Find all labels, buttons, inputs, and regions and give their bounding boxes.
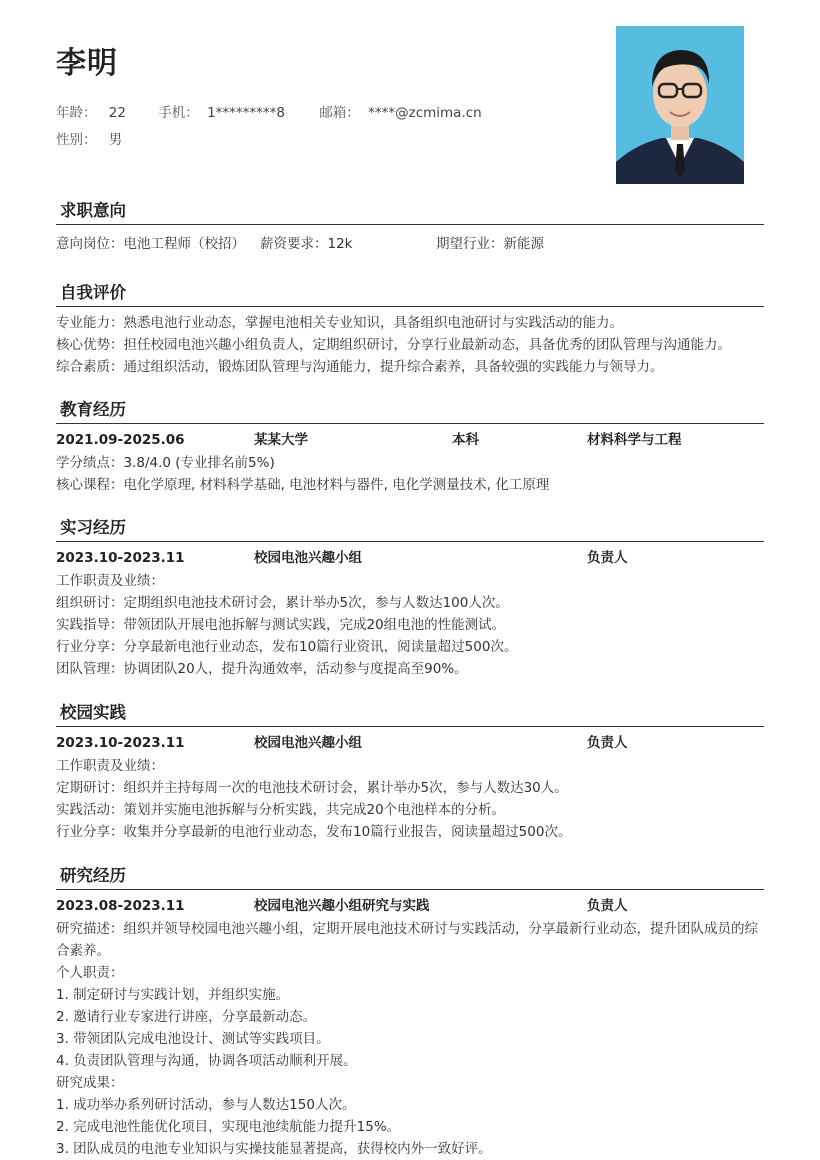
list-item: 核心课程：电化学原理, 材料科学基础, 电池材料与器件, 电化学测量技术, 化工原理	[56, 477, 550, 493]
portrait-image	[616, 26, 744, 184]
phone-item	[158, 101, 285, 121]
list-item: 组织研讨：定期组织电池技术研讨会，累计举办5次，参与人数达100人次。	[56, 595, 509, 611]
entry-header	[56, 731, 764, 755]
list-item: 3. 团队成员的电池专业知识与实操技能显著提高，获得校内外一致好评。	[56, 1141, 492, 1157]
phone-label: 手机：	[158, 105, 199, 121]
entry-header	[56, 546, 764, 570]
section-title: 实习经历	[56, 515, 764, 542]
list-item: 行业分享：收集并分享最新的电池行业动态，发布10篇行业报告，阅读量超过500次。	[56, 824, 572, 840]
entry-role: 负责人	[587, 898, 628, 914]
gender-label: 性别：	[56, 132, 97, 148]
section-title: 教育经历	[56, 397, 764, 424]
email-item	[319, 101, 481, 121]
age-label: 年龄：	[56, 105, 97, 121]
school-name: 某某大学	[254, 432, 308, 448]
list-item: 工作职责及业绩：	[56, 758, 164, 774]
research-section	[56, 863, 764, 1160]
intent-position: 意向岗位：电池工程师（校招）	[56, 236, 245, 252]
list-item: 核心优势：担任校园电池兴趣小组负责人，定期组织研讨，分享行业最新动态，具备优秀的团队管理与沟通能力。	[56, 337, 731, 353]
list-item: 2. 完成电池性能优化项目，实现电池续航能力提升15%。	[56, 1119, 401, 1135]
email-label: 邮箱：	[319, 105, 360, 121]
internship-section	[56, 515, 764, 680]
list-item: 专业能力：熟悉电池行业动态，掌握电池相关专业知识，具备组织电池研讨与实践活动的能力。	[56, 315, 623, 331]
profile-photo	[616, 26, 744, 184]
section-title: 求职意向	[56, 198, 764, 225]
list-item: 1. 制定研讨与实践计划，并组织实施。	[56, 987, 290, 1003]
education-section	[56, 397, 764, 496]
list-item: 团队管理：协调团队20人，提升沟通效率，活动参与度提高至90%。	[56, 661, 468, 677]
job-intent-section	[56, 198, 764, 255]
list-item: 个人职责：	[56, 965, 124, 981]
degree: 本科	[452, 432, 479, 448]
entry-header	[56, 894, 764, 918]
gender-row	[56, 128, 122, 148]
list-item: 实践活动：策划并实施电池拆解与分析实践，共完成20个电池样本的分析。	[56, 802, 506, 818]
entry-period: 2021.09-2025.06	[56, 432, 185, 448]
entry-organization: 校园电池兴趣小组研究与实践	[254, 898, 430, 914]
age-value: 22	[108, 105, 126, 121]
section-title: 校园实践	[56, 700, 764, 727]
section-title: 自我评价	[56, 280, 764, 307]
list-item: 2. 邀请行业专家进行讲座，分享最新动态。	[56, 1009, 317, 1025]
list-item: 3. 带领团队完成电池设计、测试等实践项目。	[56, 1031, 330, 1047]
gender-value: 男	[108, 132, 123, 148]
list-item: 定期研讨：组织并主持每周一次的电池技术研讨会，累计举办5次，参与人数达30人。	[56, 780, 568, 796]
age-item	[56, 101, 126, 121]
contact-row	[56, 101, 482, 121]
intent-salary: 薪资要求：12k	[260, 236, 353, 252]
list-item: 学分绩点：3.8/4.0 (专业排名前5%)	[56, 455, 275, 471]
self-evaluation-section	[56, 280, 764, 378]
entry-period: 2023.08-2023.11	[56, 898, 185, 914]
email-value: ****@zcmima.cn	[368, 105, 482, 121]
phone-value: 1*********8	[207, 105, 286, 121]
list-item: 4. 负责团队管理与沟通，协调各项活动顺利开展。	[56, 1053, 357, 1069]
entry-period: 2023.10-2023.11	[56, 550, 185, 566]
entry-organization: 校园电池兴趣小组	[254, 550, 362, 566]
intent-industry: 期望行业：新能源	[436, 236, 544, 252]
list-item: 综合素质：通过组织活动，锻炼团队管理与沟通能力，提升综合素养，具备较强的实践能力与领导力。	[56, 359, 664, 375]
list-item: 研究成果：	[56, 1075, 124, 1091]
section-title: 研究经历	[56, 863, 764, 890]
list-item: 工作职责及业绩：	[56, 573, 164, 589]
entry-role: 负责人	[587, 735, 628, 751]
campus-practice-section	[56, 700, 764, 843]
major: 材料科学与工程	[587, 432, 682, 448]
entry-role: 负责人	[587, 550, 628, 566]
list-item: 行业分享：分享最新电池行业动态，发布10篇行业资讯，阅读量超过500次。	[56, 639, 518, 655]
research-description: 研究描述：组织并领导校园电池兴趣小组，定期开展电池技术研讨与实践活动，分享最新行业动态，提升团队成员的综合素养。	[56, 921, 758, 959]
entry-header	[56, 428, 764, 452]
list-item: 1. 成功举办系列研讨活动，参与人数达150人次。	[56, 1097, 356, 1113]
candidate-name: 李明	[56, 46, 118, 81]
entry-organization: 校园电池兴趣小组	[254, 735, 362, 751]
entry-period: 2023.10-2023.11	[56, 735, 185, 751]
list-item: 实践指导：带领团队开展电池拆解与测试实践，完成20组电池的性能测试。	[56, 617, 506, 633]
